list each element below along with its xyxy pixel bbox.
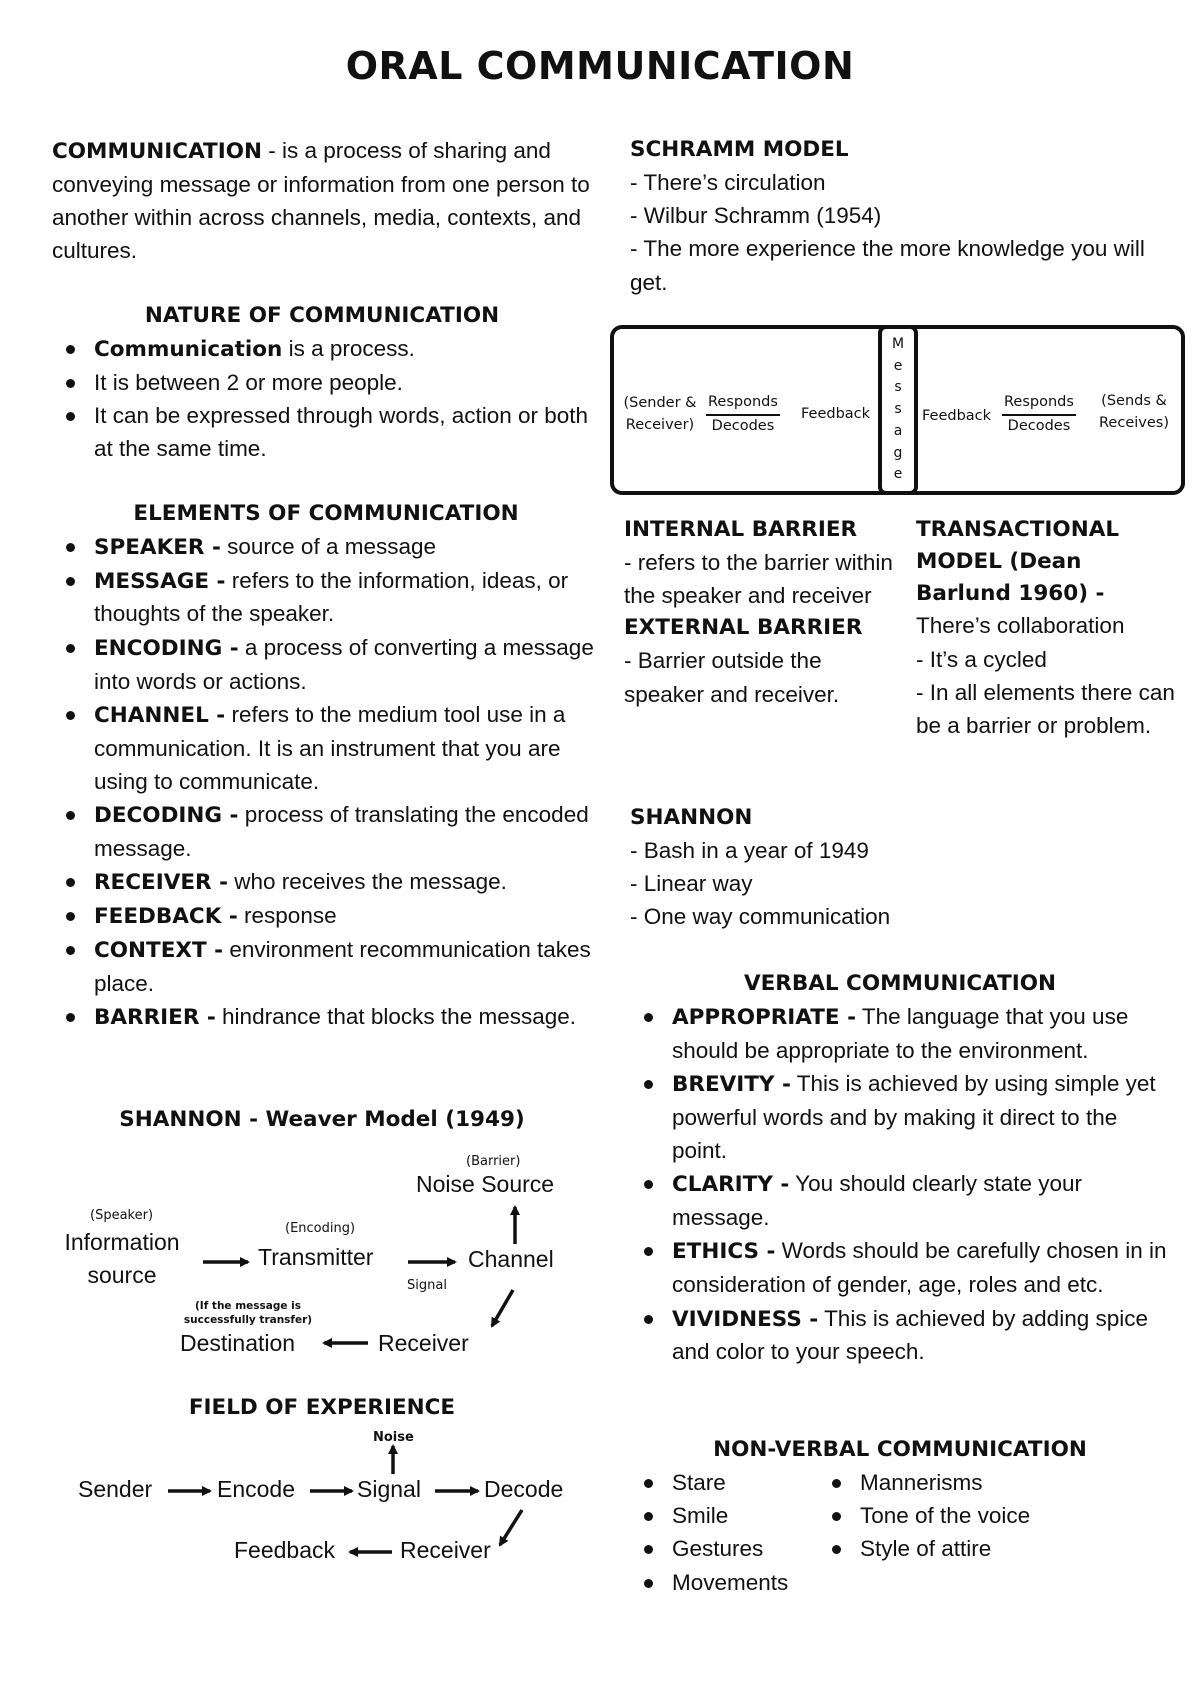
list-item: MESSAGE - refers to the information, ideas, or thoughts of the speaker.	[52, 564, 600, 631]
message-letter: e	[893, 466, 903, 483]
information-source-node: Information source	[64, 1229, 180, 1289]
list-item: APPROPRIATE - The language that you use should be appropriate to the environment.	[630, 1000, 1170, 1067]
list-item: BREVITY - This is achieved by using simple yet powerful words and by making it direct to the point.	[630, 1067, 1170, 1167]
feedback-node: Feedback	[234, 1537, 336, 1563]
nonverbal-columns	[630, 1466, 1170, 1599]
list-item: Gestures	[630, 1532, 818, 1565]
responds-label: Responds	[706, 392, 780, 416]
shannon-line: - One way communication	[630, 904, 891, 930]
list-item: VIVIDNESS - This is achieved by adding spice and color to your speech.	[630, 1302, 1170, 1369]
external-barrier-text: - Barrier outside the speaker and receiver.	[624, 648, 840, 707]
verbal-list	[630, 1000, 1170, 1369]
destination-note: (If the message is successfully transfer)	[183, 1300, 313, 1326]
left-feedback: Feedback	[801, 406, 871, 422]
left-fraction	[706, 392, 780, 438]
heading-part-b: Weaver Model (1949)	[265, 1107, 525, 1132]
shannon-section	[630, 802, 1170, 934]
barrier-label: (Barrier)	[466, 1154, 521, 1169]
right-role: (Sends & Receives)	[1099, 393, 1169, 431]
verbal-section	[630, 968, 1170, 1369]
decodes-label: Decodes	[1007, 417, 1071, 434]
transactional-line: - It’s a cycled	[916, 646, 1047, 672]
item-text: is a process.	[282, 335, 415, 361]
message-letter: g	[893, 444, 903, 461]
list-item: CONTEXT - environment recommunication takes place.	[52, 933, 600, 1000]
item-text: It can be expressed through words, action or both at the same time.	[94, 402, 589, 462]
list-item: Mannerisms	[818, 1466, 1158, 1499]
noise-source-node: Noise Source	[416, 1171, 555, 1197]
arrow-channel-to-receiver	[492, 1290, 513, 1326]
elements-heading: ELEMENTS OF COMMUNICATION	[133, 501, 519, 526]
responds-label: Responds	[1002, 392, 1076, 416]
communication-text: - is a process of sharing and conveying message or information from one person to another within across channels, media, contexts, and cultures.	[52, 138, 590, 264]
shannon-heading: SHANNON	[630, 805, 753, 830]
schramm-diagram	[610, 325, 1185, 495]
transactional-heading: TRANSACTIONAL MODEL (Dean Barlund 1960) -	[916, 517, 1120, 606]
decodes-label: Decodes	[711, 417, 775, 434]
list-item: Style of attire	[818, 1532, 1158, 1565]
schramm-heading: SCHRAMM MODEL	[630, 137, 849, 162]
field-of-experience-heading: FIELD OF EXPERIENCE	[188, 1395, 456, 1420]
speaker-label: (Speaker)	[90, 1208, 154, 1223]
list-item: ENCODING - a process of converting a message into words or actions.	[52, 631, 600, 698]
page-title: ORAL COMMUNICATION	[345, 44, 855, 88]
nonverbal-heading: NON-VERBAL COMMUNICATION	[713, 1437, 1087, 1462]
list-item: SPEAKER - source of a message	[52, 530, 600, 564]
shannon-line: - Linear way	[630, 871, 753, 897]
heading-part-a: SHANNON -	[119, 1107, 266, 1132]
schramm-line: - There’s circulation	[630, 169, 826, 195]
message-letter: e	[893, 357, 903, 374]
nature-heading: NATURE OF COMMUNICATION	[144, 303, 500, 328]
list-item: CLARITY - You should clearly state your message.	[630, 1167, 1170, 1234]
encoding-label: (Encoding)	[285, 1221, 356, 1236]
signal-label: Signal	[407, 1278, 447, 1293]
item-bold: Communication	[94, 336, 283, 362]
channel-node: Channel	[468, 1246, 554, 1272]
list-item: Tone of the voice	[818, 1499, 1158, 1532]
nonverbal-list-1	[630, 1466, 818, 1599]
encode-node: Encode	[217, 1476, 296, 1502]
transmitter-node: Transmitter	[258, 1244, 374, 1270]
list-item: Smile	[630, 1499, 818, 1532]
message-letter: a	[893, 422, 903, 439]
nonverbal-section	[630, 1434, 1170, 1599]
noise-label: Noise	[373, 1430, 414, 1445]
verbal-heading: VERBAL COMMUNICATION	[743, 971, 1057, 996]
internal-barrier-text: - refers to the barrier within the speaker and receiver	[624, 549, 893, 609]
list-item: Stare	[630, 1466, 818, 1499]
internal-barrier-heading: INTERNAL BARRIER	[624, 517, 858, 542]
list-item: DECODING - process of translating the encoded message.	[52, 798, 600, 865]
left-role: (Sender & Receiver)	[623, 395, 697, 433]
list-item: RECEIVER - who receives the message.	[52, 865, 600, 899]
transactional-line: - In all elements there can be a barrier or problem.	[916, 680, 1175, 739]
transactional-section	[916, 514, 1176, 743]
signal-node: Signal	[357, 1476, 421, 1502]
destination-node: Destination	[180, 1330, 296, 1356]
list-item: Movements	[630, 1566, 818, 1599]
schramm-section	[630, 134, 1160, 299]
message-column	[878, 325, 918, 495]
list-item: FEEDBACK - response	[52, 899, 600, 933]
decode-node: Decode	[484, 1476, 564, 1502]
schramm-line: - Wilbur Schramm (1954)	[630, 203, 882, 229]
receiver-node: Receiver	[378, 1330, 469, 1356]
nonverbal-list-2	[818, 1466, 1158, 1599]
message-letter: s	[894, 401, 902, 418]
item-text: It is between 2 or more people.	[94, 369, 403, 395]
receiver-node: Receiver	[400, 1537, 491, 1563]
right-feedback: Feedback	[922, 408, 992, 424]
internal-barrier-section	[624, 514, 894, 711]
arrow-decode-to-receiver	[500, 1510, 522, 1545]
shannon-line: - Bash in a year of 1949	[630, 837, 869, 863]
message-letter: M	[891, 336, 905, 353]
right-fraction	[1002, 392, 1076, 438]
list-item: BARRIER - hindrance that blocks the message.	[52, 1000, 600, 1034]
communication-term: COMMUNICATION	[52, 139, 262, 164]
external-barrier-heading: EXTERNAL BARRIER	[624, 615, 863, 641]
list-item: CHANNEL - refers to the medium tool use in a communication. It is an instrument that you are using to communicate.	[52, 698, 600, 798]
transactional-line: There’s collaboration	[916, 613, 1125, 639]
message-letter: s	[894, 379, 902, 396]
sender-node: Sender	[78, 1476, 153, 1502]
schramm-line: - The more experience the more knowledge you will get.	[630, 236, 1145, 295]
list-item: ETHICS - Words should be carefully chosen in in consideration of gender, age, roles and etc.	[630, 1234, 1170, 1301]
